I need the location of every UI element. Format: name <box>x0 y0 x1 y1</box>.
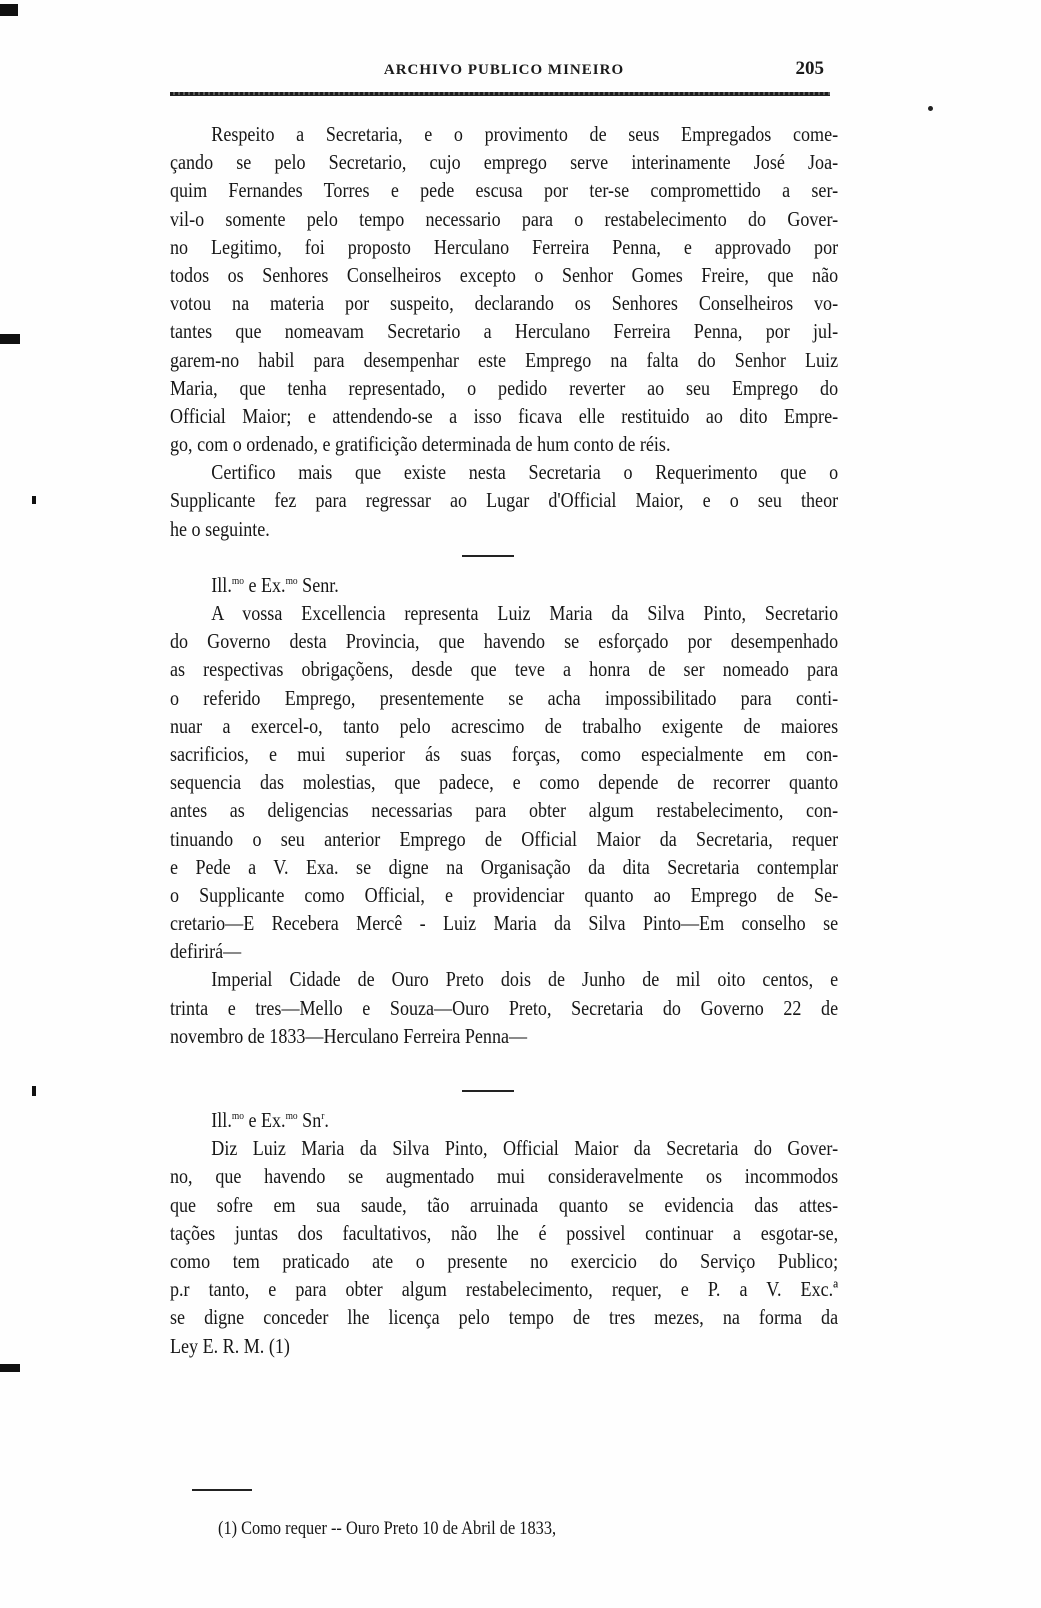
text-line: A vossa Excellencia representa Luiz Maria da Silva Pinto, Secretario <box>211 601 839 625</box>
salutation-part: Ill. <box>211 1108 232 1132</box>
text-line: go, com o ordenado, e gratificição determinada de hum conto de réis. <box>170 432 671 457</box>
salutation-part: e Ex. <box>243 572 286 597</box>
text-line: p.r tanto, e para obter algum restabelecimento, requer, e P. a V. Exc.ª <box>170 1277 839 1302</box>
running-title: ARCHIVO PUBLICO MINEIRO <box>383 62 625 78</box>
salutation <box>170 571 838 599</box>
salutation-sup: mo <box>231 1110 244 1122</box>
footnote-rule <box>192 1489 252 1491</box>
text-line: Respeito a Secretaria, e o provimento de seus Empregados come- <box>211 122 839 146</box>
text-line: quim Fernandes Torres e pede escusa por ter-se compromettido a ser- <box>170 178 839 203</box>
scan-dot <box>928 106 933 111</box>
text-line: Official Maior; e attendendo-se a isso ficava elle restituido ao dito Empre- <box>170 403 839 428</box>
salutation-sup: mo <box>285 574 298 587</box>
text-line: tinuando o seu anterior Emprego de Official Maior da Secretaria, requer <box>170 826 839 851</box>
dateline: Imperial Cidade de Ouro Preto dois de Junho de mil oito centos, e <box>211 967 839 992</box>
dateline: novembro de 1833—Herculano Ferreira Penna— <box>170 1023 528 1048</box>
header-rule <box>170 92 830 96</box>
text-line: se digne conceder lhe licença pelo tempo de tres mezes, na forma da <box>170 1305 839 1330</box>
text-line: como tem praticado ate o presente no exercicio do Serviço Publico; <box>170 1248 839 1273</box>
text-line: as respectivas obrigaçõens, desde que teve a honra de ser nomeado para <box>170 657 839 682</box>
section-divider <box>170 543 838 571</box>
text-line: nuar a exercel-o, tanto pelo acrescimo de trabalho exigente de maiores <box>170 713 839 738</box>
text-line: vil-o somente pelo tempo necessario para o restabelecimento do Gover- <box>170 206 839 231</box>
section-divider <box>170 1078 838 1106</box>
text-line: todos os Senhores Conselheiros excepto o Senhor Gomes Freire, que não <box>170 262 839 287</box>
text-line: sacrificios, e mui superior ás suas forças, como especialmente em con- <box>170 741 839 766</box>
footnote: (1) Como requer -- Ouro Preto 10 de Abril de 1833, <box>218 1518 557 1539</box>
text-line: cretario—E Recebera Mercê - Luiz Maria da Silva Pinto—Em conselho se <box>170 911 839 936</box>
text-line: Certifico mais que existe nesta Secretaria o Requerimento que o <box>211 460 839 485</box>
text-line: no, que havendo se augmentado mui consideravelmente os incommodos <box>170 1164 839 1189</box>
salutation-part: Ill. <box>211 572 232 597</box>
text-line: do Governo desta Provincia, que havendo se esforçado por desempenhado <box>170 629 839 654</box>
text-line: tantes que nomeavam Secretario a Herculano Ferreira Penna, por jul- <box>170 319 839 344</box>
salutation-sup: mo <box>285 1110 298 1122</box>
petition <box>170 1106 838 1360</box>
text-line: o Supplicante como Official, e providenciar quanto ao Emprego de Se- <box>170 882 839 907</box>
text-line: no Legitimo, foi proposto Herculano Ferreira Penna, e approvado por <box>170 234 839 259</box>
dateline: trinta e tres—Mello e Souza—Ouro Preto, Secretaria do Governo 22 de <box>170 995 839 1020</box>
salutation-part: Senr. <box>297 572 339 597</box>
scan-margin-mark <box>0 1364 20 1372</box>
salutation-part: . <box>324 1108 329 1132</box>
text-line: o referido Emprego, presentemente se acha impossibilitado para conti- <box>170 685 839 710</box>
scan-margin-mark <box>0 334 20 344</box>
text-line: votou na materia por suspeito, declarando os Senhores Conselheiros vo- <box>170 291 839 316</box>
text-line: çando se pelo Secretario, cujo emprego serve interinamente José Joa- <box>170 150 839 175</box>
text-line: Diz Luiz Maria da Silva Pinto, Official Maior da Secretaria do Gover- <box>211 1136 839 1161</box>
text-line: Supplicante fez para regressar ao Lugar d'Official Maior, e o seu theor <box>170 488 839 513</box>
salutation-sup: mo <box>231 574 244 587</box>
scan-margin-mark <box>32 1086 36 1096</box>
page-header <box>170 58 838 88</box>
text-line: que sofre em sua saude, tão arruinada quanto se evidencia das attes- <box>170 1192 839 1217</box>
scan-margin-mark <box>32 496 36 504</box>
text-line: Maria, que tenha representado, o pedido reverter ao seu Emprego do <box>170 375 839 400</box>
text-line: tações juntas dos facultativos, não lhe é possivel continuar a esgotar-se, <box>170 1220 839 1245</box>
body-text <box>170 120 838 1360</box>
page-number: 205 <box>795 58 824 79</box>
text-line: sequencia das molestias, que padece, e como depende de recorrer quanto <box>170 770 839 795</box>
scan-margin-mark <box>0 4 18 16</box>
text-line: defirirá— <box>170 939 242 964</box>
salutation-sup: r <box>321 1110 325 1122</box>
salutation-part: e Ex. <box>243 1108 286 1132</box>
text-line: Ley E. R. M. (1) <box>170 1333 290 1358</box>
spacer <box>170 1050 838 1078</box>
text-line: antes as deligencias necessarias para obter algum restabelecimento, con- <box>170 798 839 823</box>
text-line: garem-no habil para desempenhar este Emprego na falta do Senhor Luiz <box>170 347 839 372</box>
salutation <box>170 1106 838 1134</box>
paragraph <box>170 458 838 543</box>
petition <box>170 571 838 1050</box>
paragraph <box>170 120 838 458</box>
text-line: he o seguinte. <box>170 516 270 541</box>
text-line: e Pede a V. Exa. se digne na Organisação da dita Secretaria contemplar <box>170 854 839 879</box>
salutation-part: Sn <box>297 1108 322 1132</box>
